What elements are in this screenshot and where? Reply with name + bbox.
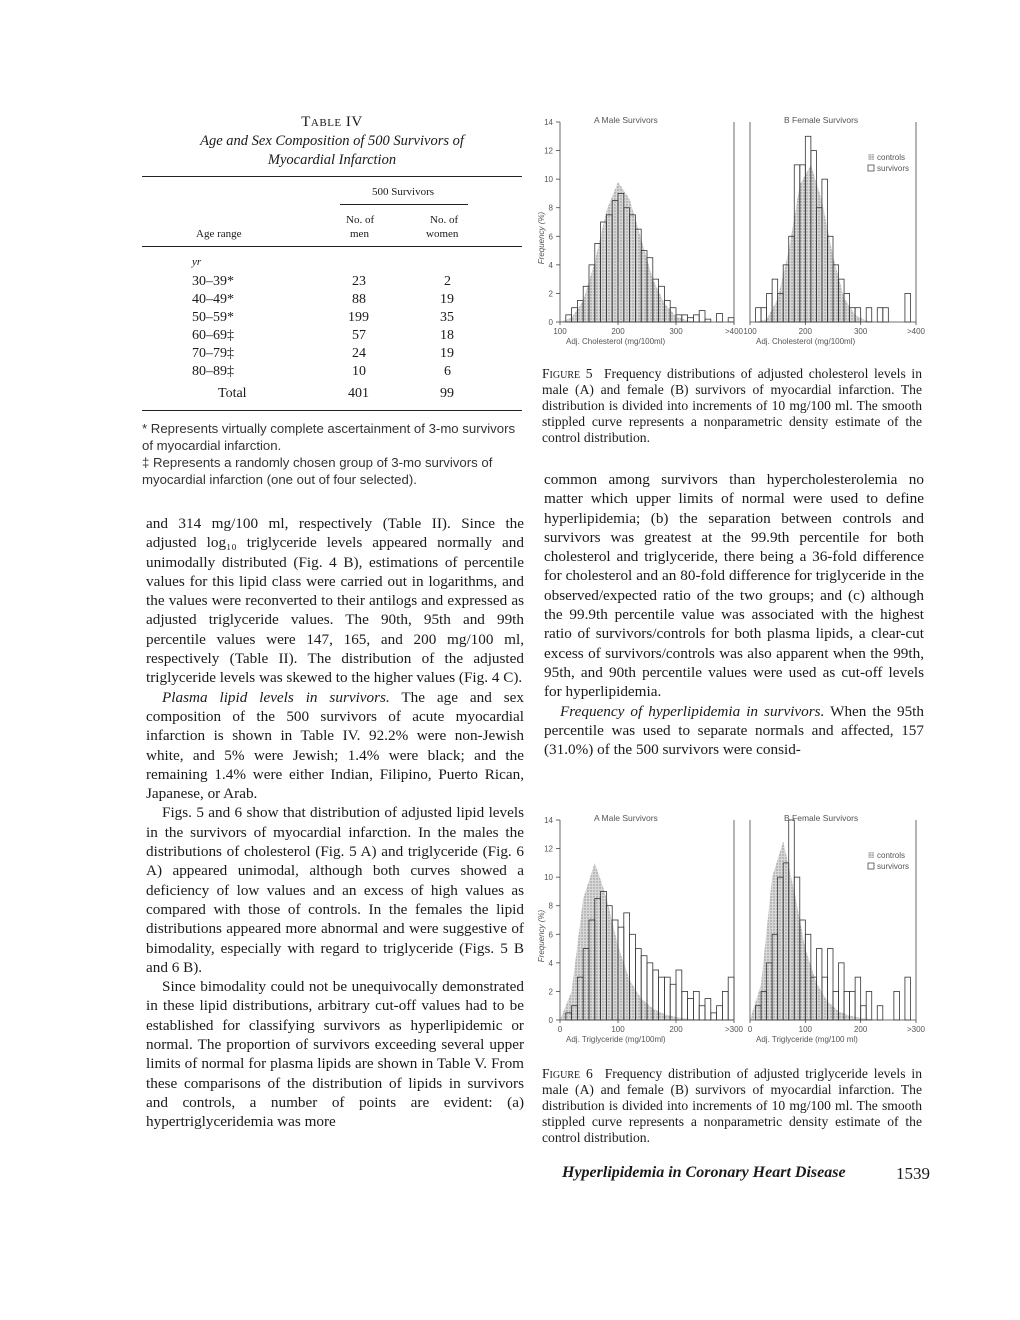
survivor-bar bbox=[905, 293, 911, 322]
table-footnote-2: ‡ Represents a randomly chosen group of 3-mo survivors of myocardial infarction (one out of four selected). bbox=[142, 455, 493, 487]
survivor-bar bbox=[722, 991, 728, 1020]
table-footnote-1: * Represents virtually complete ascertainment of 3-mo survivors of myocardial infarction. bbox=[142, 421, 516, 453]
table-cell-men: 199 bbox=[348, 310, 369, 325]
survivor-bar bbox=[717, 1006, 723, 1020]
survivor-bar bbox=[894, 991, 900, 1020]
x-tick-label: >400 bbox=[906, 327, 926, 336]
legend-controls-label: controls bbox=[877, 851, 906, 860]
survivor-bar bbox=[839, 963, 845, 1020]
right-paragraph-1: common among survivors than hypercholesterolemia no matter which upper limits of normal were used to define hyperlipidemia; (b) the separation between controls and survivors was greatest at the 99.9th percentile for both cholesterol and triglyceride, there being a 36-fold difference for cholesterol and an 80-fold difference for triglyceride in the observed/expected ratio of the two groups; and (c) although the 99.9th percentile value was associated with the highest ratio of survivors/controls for both plasma lipids, a clear-cut excess of survivors/controls was also apparent when the 99th, 95th, and 90th percentile values were used as cut-off levels for hyperlipidemia. bbox=[544, 471, 924, 701]
panel-title: A Male Survivors bbox=[594, 115, 658, 125]
y-tick-label: 10 bbox=[544, 873, 553, 883]
survivor-bar bbox=[693, 991, 699, 1020]
table-cell-age: 40–49* bbox=[192, 292, 234, 307]
left-paragraph-3: Figs. 5 and 6 show that distribution of adjusted lipid levels in the survivors of myocardial infarction. In the males the distributions of cholesterol (Fig. 5 A) and triglyceride (Fig. 6 A) appeared unimodal, although both curves showed a deficiency of low values and an excess of high values as compared with those of controls. In the females the lipid distributions appeared more abnormal and were suggestive of bimodality, especially with regard to triglyceride (Figs. 5 B and 6 B). bbox=[146, 804, 524, 976]
running-head: Hyperlipidemia in Coronary Heart Disease bbox=[562, 1164, 846, 1181]
figure-5-label: Figure 5 bbox=[542, 366, 593, 381]
survivor-bar bbox=[866, 308, 872, 322]
unit-label: yr bbox=[192, 256, 202, 268]
figure-6-caption bbox=[542, 1066, 922, 1146]
survivor-bar bbox=[699, 311, 705, 322]
survivor-bar bbox=[693, 315, 699, 322]
panel-title: B Female Survivors bbox=[784, 115, 859, 125]
col-men-header-2: men bbox=[350, 228, 369, 240]
y-tick-label: 14 bbox=[544, 118, 553, 127]
y-tick-label: 10 bbox=[544, 175, 553, 185]
y-tick-label: 4 bbox=[548, 260, 553, 270]
figure-6-chart bbox=[536, 806, 926, 1062]
x-axis-label: Adj. Triglyceride (mg/100 ml) bbox=[756, 1035, 858, 1044]
y-tick-label: 8 bbox=[548, 901, 553, 911]
legend-controls-swatch bbox=[868, 852, 874, 858]
left-paragraph-2 bbox=[146, 688, 524, 804]
table-cell-men: 23 bbox=[352, 274, 366, 289]
col-women-header-1: No. of bbox=[430, 214, 459, 226]
y-tick-label: 0 bbox=[548, 1016, 553, 1025]
panel-a bbox=[553, 115, 743, 346]
survivor-bar bbox=[756, 308, 762, 322]
table-cell-men: 10 bbox=[352, 364, 366, 379]
right-paragraph-2 bbox=[544, 702, 924, 760]
table-top-rule bbox=[142, 176, 522, 177]
right-column bbox=[544, 470, 924, 759]
survivor-bar bbox=[728, 318, 734, 322]
panel-title: A Male Survivors bbox=[594, 813, 658, 823]
table-cell-age: 30–39* bbox=[192, 274, 234, 289]
table-cell-women: 2 bbox=[444, 274, 451, 289]
figure-6 bbox=[536, 806, 926, 1062]
left-paragraph-2-body: The age and sex composition of the 500 survivors of acute myocardial infarction is shown in Table IV. 92.2% were non-Jewish white, and 5% were Jewish; 1.4% were black; and the remaining 1.4% were either Indian, Filipino, Puerto Rican, Japanese, or Arab. bbox=[146, 688, 524, 803]
x-tick-label: 100 bbox=[553, 327, 567, 336]
group-header: 500 Survivors bbox=[372, 186, 435, 198]
table-cell-men: 24 bbox=[352, 346, 366, 361]
x-tick-label: 200 bbox=[798, 327, 813, 336]
survivor-bar bbox=[877, 1006, 883, 1020]
survivor-bar bbox=[676, 970, 682, 1020]
table-iv bbox=[142, 114, 522, 169]
figure-6-label: Figure 6 bbox=[542, 1066, 593, 1081]
y-tick-label: 12 bbox=[544, 844, 553, 854]
panel-title: B Female Survivors bbox=[784, 813, 859, 823]
table-cell-men: 57 bbox=[352, 328, 366, 343]
table-subtitle-line2: Myocardial Infarction bbox=[267, 152, 397, 168]
x-tick-label: 100 bbox=[743, 327, 757, 336]
table-cell-women: 19 bbox=[440, 346, 454, 361]
survivor-bar bbox=[711, 1013, 717, 1020]
survivor-bar bbox=[905, 977, 911, 1020]
table-bottom-rule bbox=[142, 410, 522, 411]
legend-controls-swatch bbox=[868, 154, 874, 160]
x-axis-label: Adj. Triglyceride (mg/100ml) bbox=[566, 1035, 666, 1044]
survivor-bar bbox=[861, 1006, 867, 1020]
x-tick-label: >300 bbox=[906, 1025, 926, 1034]
legend bbox=[868, 851, 909, 871]
legend-controls-label: controls bbox=[877, 153, 906, 162]
x-tick-label: >400 bbox=[724, 327, 744, 336]
legend-survivors-label: survivors bbox=[877, 862, 910, 871]
survivor-bar bbox=[855, 977, 861, 1020]
panel-b bbox=[743, 115, 925, 346]
x-tick-label: 300 bbox=[669, 327, 683, 336]
figure-5 bbox=[536, 108, 926, 364]
y-tick-label: 2 bbox=[548, 289, 553, 299]
figure-6-caption-text: Frequency distribution of adjusted triglyceride levels in male (A) and female (B) survivors of myocardial infarction. The distribution is divided into increments of 10 mg/100 ml. The smooth stippled curve represents a nonparametric density estimate of the control distribution. bbox=[542, 1066, 923, 1145]
header-rule bbox=[142, 246, 522, 247]
section-heading-plasma: Plasma lipid levels in survivors. bbox=[162, 688, 390, 706]
total-men: 401 bbox=[348, 386, 369, 401]
y-axis-label: Frequency (%) bbox=[537, 211, 546, 265]
y-axis-label: Frequency (%) bbox=[537, 909, 546, 963]
col-age-header: Age range bbox=[196, 228, 242, 240]
panel-a bbox=[558, 813, 744, 1044]
panel-b bbox=[748, 813, 926, 1044]
table-cell-age: 80–89‡ bbox=[192, 364, 234, 379]
y-tick-label: 6 bbox=[548, 232, 553, 242]
table-cell-age: 50–59* bbox=[192, 310, 234, 325]
x-tick-label: 200 bbox=[669, 1025, 683, 1034]
survivor-bar bbox=[705, 999, 711, 1020]
y-tick-label: 2 bbox=[548, 987, 553, 997]
survivor-bar bbox=[850, 991, 856, 1020]
y-tick-label: 4 bbox=[548, 958, 553, 968]
x-tick-label: 0 bbox=[747, 1025, 753, 1034]
survivor-bar bbox=[728, 977, 734, 1020]
table-subtitle-line1: Age and Sex Composition of 500 Survivors of bbox=[200, 133, 464, 149]
table-cell-age: 70–79‡ bbox=[192, 346, 234, 361]
left-column bbox=[146, 514, 524, 1132]
x-tick-label: 100 bbox=[798, 1025, 813, 1034]
survivor-bar bbox=[883, 308, 889, 322]
survivor-bar bbox=[670, 984, 676, 1020]
x-tick-label: 0 bbox=[557, 1025, 563, 1034]
right-paragraph-2-body: When the 95th percentile was used to separate normals and affected, 157 (31.0%) of the 500 survivors were consid- bbox=[544, 702, 924, 759]
legend-survivors-swatch bbox=[868, 165, 874, 171]
survivor-bar bbox=[699, 1006, 705, 1020]
figure-5-caption-text: Frequency distributions of adjusted cholesterol levels in male (A) and female (B) survivors of myocardial infarction. The distribution is divided into increments of 10 mg/100 ml. The smooth stippled curve represents a nonparametric density estimate of the control distribution. bbox=[542, 366, 922, 445]
group-rule bbox=[340, 204, 468, 205]
table-cell-women: 19 bbox=[440, 292, 454, 307]
figure-5-chart bbox=[536, 108, 926, 364]
x-tick-label: 200 bbox=[853, 1025, 868, 1034]
table-title: Table IV bbox=[301, 114, 363, 130]
table-grid bbox=[142, 176, 522, 416]
table-cell-men: 88 bbox=[352, 292, 366, 307]
y-tick-label: 8 bbox=[548, 203, 553, 213]
col-men-header-1: No. of bbox=[346, 214, 375, 226]
survivor-bar bbox=[688, 999, 694, 1020]
legend-survivors-swatch bbox=[868, 863, 874, 869]
x-tick-label: 200 bbox=[611, 327, 625, 336]
table-cell-age: 60–69‡ bbox=[192, 328, 234, 343]
survivor-bar bbox=[664, 977, 670, 1020]
legend bbox=[868, 153, 909, 173]
survivor-bar bbox=[682, 991, 688, 1020]
y-tick-label: 0 bbox=[548, 318, 553, 327]
total-women: 99 bbox=[440, 386, 454, 401]
x-tick-label: >300 bbox=[724, 1025, 744, 1034]
y-tick-label: 6 bbox=[548, 930, 553, 940]
x-tick-label: 100 bbox=[611, 1025, 625, 1034]
survivor-bar bbox=[877, 308, 883, 322]
section-heading-frequency: Frequency of hyperlipidemia in survivors. bbox=[560, 702, 825, 720]
survivor-bar bbox=[717, 313, 723, 322]
table-cell-women: 6 bbox=[444, 364, 451, 379]
left-paragraph-1: and 314 mg/100 ml, respectively (Table II). Since the adjusted log₁₀ triglyceride levels appeared normally and unimodally distributed (Fig. 4 B), estimations of percentile values for this lipid class were carried out in logarithms, and the values were reconverted to their antilogs and expressed as adjusted triglyceride values. The 90th, 95th and 99th percentile values were 147, 165, and 200 mg/100 ml, respectively (Table II). The distribution of the adjusted triglyceride levels was skewed to the higher values (Fig. 4 C). bbox=[146, 515, 524, 687]
table-cell-women: 35 bbox=[440, 310, 454, 325]
legend-survivors-label: survivors bbox=[877, 164, 910, 173]
total-label: Total bbox=[218, 386, 247, 401]
left-paragraph-4: Since bimodality could not be unequivocally demonstrated in these lipid distributions, arbitrary cut-off values had to be established for classifying survivors as hyperlipidemic or normal. The proportion of survivors exceeding several upper limits of normal for plasma lipids are shown in Table V. From these comparisons of the distribution of lipids in survivors and controls, a number of points are evident: (a) hypertriglyceridemia was more bbox=[146, 978, 524, 1131]
y-tick-label: 14 bbox=[544, 816, 553, 825]
survivor-bar bbox=[866, 991, 872, 1020]
figure-5-caption bbox=[542, 366, 922, 446]
x-axis-label: Adj. Cholesterol (mg/100ml) bbox=[566, 337, 666, 346]
x-tick-label: 300 bbox=[853, 327, 868, 336]
table-cell-women: 18 bbox=[440, 328, 454, 343]
y-tick-label: 12 bbox=[544, 146, 553, 156]
col-women-header-2: women bbox=[426, 228, 459, 240]
page-number: 1539 bbox=[896, 1164, 930, 1183]
x-axis-label: Adj. Cholesterol (mg/100ml) bbox=[756, 337, 856, 346]
survivor-bar bbox=[705, 319, 711, 322]
